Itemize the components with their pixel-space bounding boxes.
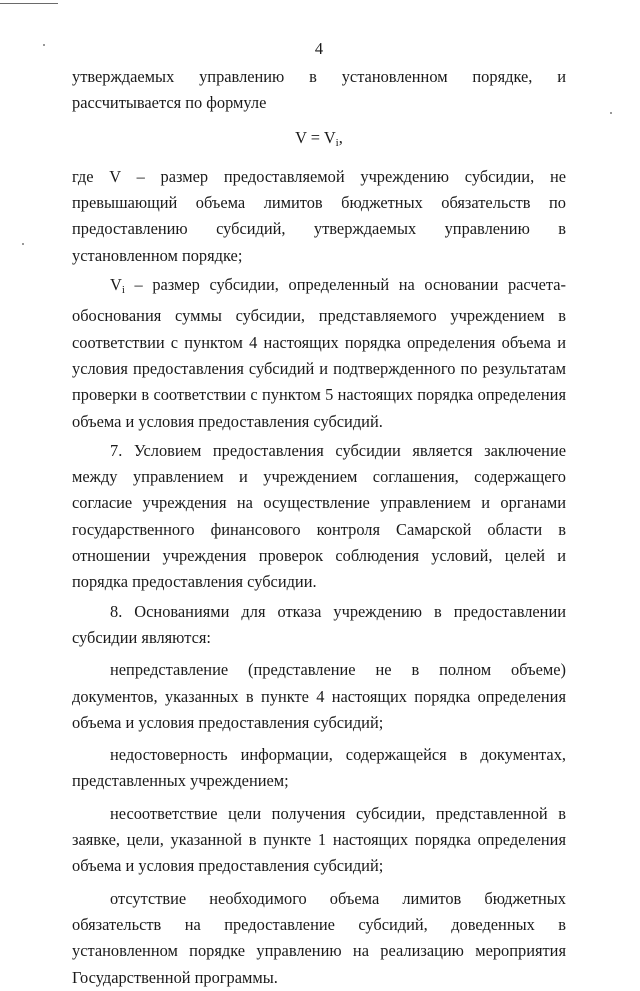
scan-speck: [22, 243, 24, 245]
definition-v: где V – размер предоставляемой учреждению субсидии, не превышающий объема лимитов бюджетных обязательств по предоставлению субсидий, утверждаемых управлению в установленном порядке;: [72, 166, 566, 265]
definition-vi-subscript: i: [121, 284, 125, 297]
scan-edge-line: [0, 3, 58, 4]
ground-item: недостоверность информации, содержащейся в документах, представленных учреждением;: [72, 745, 566, 791]
formula: [72, 125, 566, 156]
ground-item: отсутствие необходимого объема лимитов бюджетных обязательств на предоставление субсидий, доведенных в установленном порядке управлению на реализацию мероприятия Государственной программы.: [72, 888, 566, 987]
scan-speck: [43, 44, 45, 46]
formula-left: V = V: [295, 127, 336, 147]
definition-vi-text: – размер субсидии, определенный на основании расчета-обоснования суммы субсидии, представляемого учреждением в соответствии с пунктом 4 настоящих порядка определения объема и условия предоставления субсидий и подтвержденного по результатам проверки в соответствии с пунктом 5 настоящих порядка определения объема и условия предоставления субсидий.: [72, 275, 566, 431]
formula-subscript: i: [335, 136, 339, 149]
formula-suffix: ,: [338, 127, 343, 147]
page-number: 4: [314, 39, 324, 58]
ground-item: непредставление (представление не в полном объеме) документов, указанных в пункте 4 настоящих порядка определения объема и условия предоставления субсидий;: [72, 660, 566, 732]
ground-item: несоответствие цели получения субсидии, представленной в заявке, цели, указанной в пункте 1 настоящих порядка определения объема и условия предоставления субсидий;: [72, 803, 566, 876]
definition-vi-symbol: V: [110, 275, 122, 295]
paragraph-7: 7. Условием предоставления субсидии является заключение между управлением и учреждением соглашения, содержащего согласие учреждения на осуществление управлением и органами государственного финансового контроля Самарской области в отношении учреждения проверок соблюдения условий, целей и порядка предоставления субсидии.: [72, 440, 566, 592]
paragraph-8: 8. Основаниями для отказа учреждению в предоставлении субсидии являются:: [72, 601, 566, 647]
definition-vi: [72, 272, 566, 435]
intro-paragraph: утверждаемых управлению в установленном порядке, и рассчитывается по формуле: [72, 67, 566, 113]
document-page: [72, 36, 566, 991]
scan-speck: [610, 112, 612, 114]
